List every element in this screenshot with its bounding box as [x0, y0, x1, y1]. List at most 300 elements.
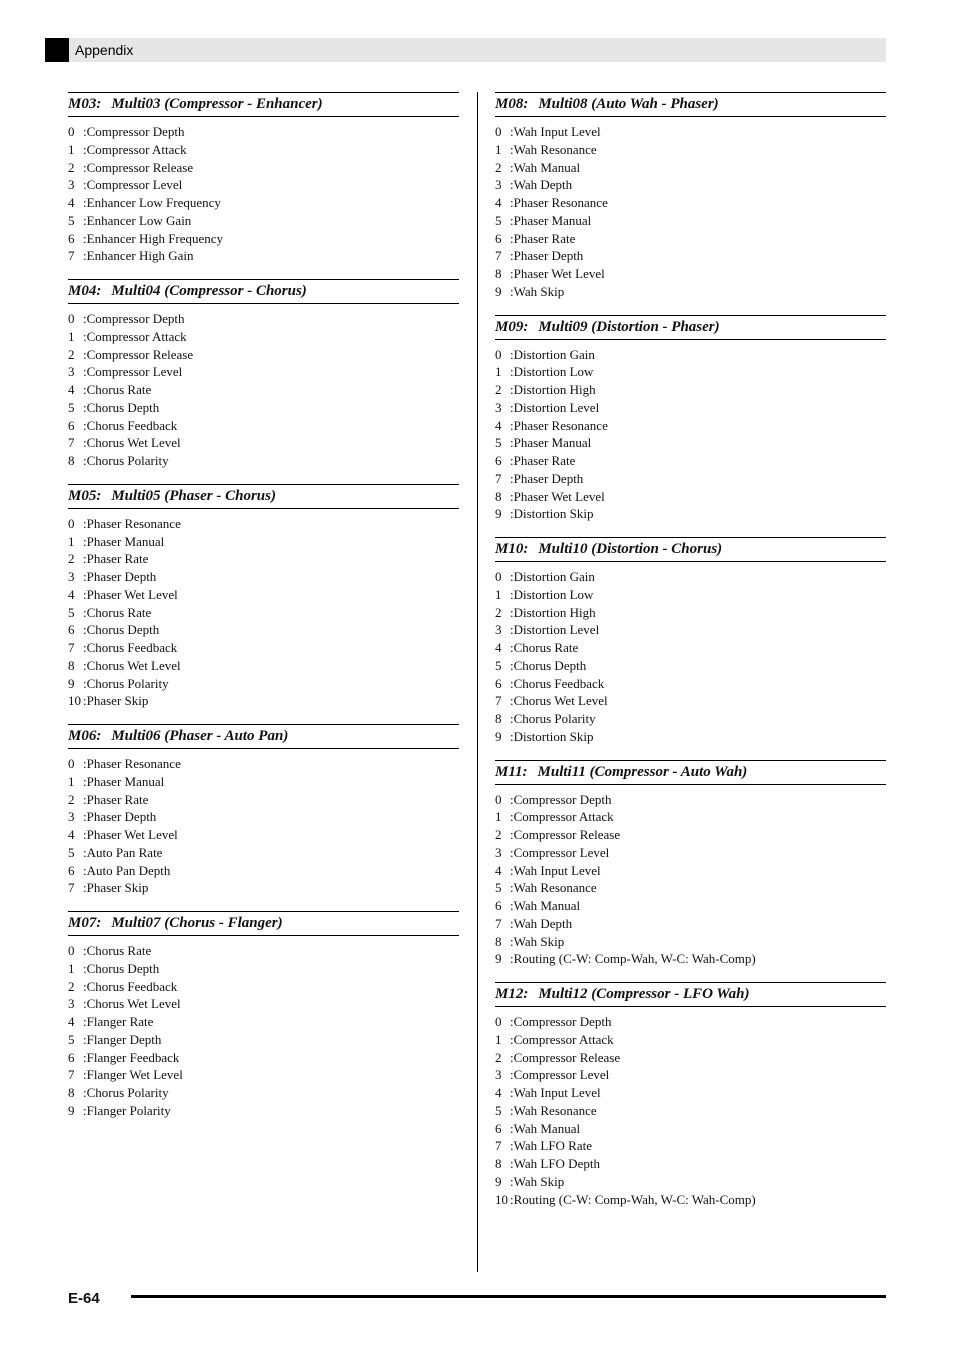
parameter-label: Phaser Wet Level [86, 827, 178, 842]
parameter-item [68, 141, 459, 159]
parameter-label: Compressor Level [513, 844, 610, 860]
parameter-label: Distortion Skip [513, 728, 594, 744]
parameter-item [68, 942, 459, 960]
parameter-number: 4 [68, 382, 75, 397]
parameter-item [495, 283, 886, 301]
parameter-item [495, 123, 886, 141]
parameter-number: 4 [68, 195, 75, 210]
parameter-number: 1 [495, 586, 502, 602]
parameter-number: 2 [68, 551, 75, 567]
parameter-item [68, 159, 459, 177]
parameter-number: 5 [495, 435, 502, 451]
parameter-item [68, 417, 459, 435]
parameter-number: 5 [495, 657, 502, 673]
section-code: M07: [68, 915, 102, 931]
separator: : [83, 640, 87, 655]
separator: : [510, 728, 514, 744]
separator: : [510, 1067, 514, 1083]
parameter-item [68, 230, 459, 248]
separator: : [83, 809, 87, 825]
parameter-number: 5 [495, 212, 502, 228]
separator: : [83, 453, 87, 468]
parameter-label: Chorus Depth [513, 657, 587, 673]
parameter-label: Enhancer High Gain [86, 248, 194, 264]
separator: : [510, 915, 514, 931]
parameter-item [68, 515, 459, 533]
parameter-item [68, 194, 459, 212]
parameter-number: 3 [495, 844, 502, 860]
parameter-item [495, 897, 886, 915]
separator: : [510, 951, 514, 967]
parameter-label: Compressor Release [86, 159, 194, 175]
parameter-item [495, 159, 886, 177]
parameter-label: Phaser Rate [513, 230, 576, 246]
footer-rule [131, 1295, 886, 1298]
parameter-label: Compressor Depth [513, 1014, 612, 1029]
parameter-item [495, 1137, 886, 1155]
parameter-number: 9 [495, 283, 502, 299]
parameter-label: Auto Pan Rate [86, 844, 163, 860]
section-title [68, 724, 459, 749]
parameter-number: 1 [495, 1031, 502, 1047]
parameter-number: 4 [495, 1085, 502, 1100]
separator: : [83, 346, 87, 362]
separator: : [83, 230, 87, 246]
parameter-label: Phaser Manual [86, 773, 165, 789]
parameter-number: 5 [68, 1031, 75, 1047]
parameter-number: 8 [495, 1156, 502, 1171]
parameter-item [68, 773, 459, 791]
separator: : [83, 533, 87, 549]
separator: : [510, 1102, 514, 1118]
parameter-number: 2 [495, 159, 502, 175]
parameter-label: Phaser Resonance [513, 195, 608, 210]
parameter-label: Compressor Attack [513, 1031, 614, 1047]
parameter-label: Wah Depth [513, 177, 573, 193]
parameter-label: Enhancer High Frequency [86, 230, 224, 246]
parameter-number: 8 [68, 453, 75, 468]
parameter-item [68, 621, 459, 639]
section-name: Multi03 (Compressor - Enhancer) [111, 96, 323, 112]
parameter-number: 7 [68, 880, 75, 896]
parameter-number: 3 [495, 622, 502, 638]
parameter-item [495, 399, 886, 417]
parameter-label: Phaser Wet Level [86, 586, 178, 602]
separator: : [83, 417, 87, 433]
section-code: M06: [68, 728, 102, 744]
parameter-item [68, 879, 459, 897]
separator: : [83, 195, 87, 210]
parameter-item [68, 550, 459, 568]
section-name: Multi04 (Compressor - Chorus) [111, 283, 307, 299]
parameter-item [68, 176, 459, 194]
parameter-label: Wah Input Level [513, 124, 601, 139]
parameter-item [68, 1049, 459, 1067]
parameter-item [68, 212, 459, 230]
parameter-label: Phaser Rate [86, 791, 149, 807]
parameter-label: Flanger Depth [86, 1031, 162, 1047]
separator: : [83, 773, 87, 789]
parameter-label: Phaser Resonance [86, 515, 181, 531]
separator: : [510, 470, 514, 486]
parameter-number: 1 [68, 533, 75, 549]
parameter-item [495, 808, 886, 826]
parameter-number: 0 [495, 791, 502, 807]
parameter-item [68, 568, 459, 586]
parameter-label: Routing (C-W: Comp-Wah, W-C: Wah-Comp) [513, 951, 756, 967]
section-title [495, 982, 886, 1007]
separator: : [83, 159, 87, 175]
separator: : [510, 1173, 514, 1189]
parameter-label: Chorus Polarity [86, 675, 169, 691]
separator: : [83, 756, 87, 771]
parameter-item [68, 1084, 459, 1102]
right-column [495, 92, 886, 1222]
separator: : [83, 1014, 87, 1029]
section-code: M10: [495, 541, 529, 557]
parameter-label: Phaser Depth [513, 248, 584, 264]
separator: : [83, 960, 87, 976]
parameter-item [68, 995, 459, 1013]
parameter-item [495, 141, 886, 159]
parameter-number: 2 [68, 159, 75, 175]
separator: : [83, 435, 87, 451]
separator: : [510, 1138, 514, 1154]
section-title [68, 92, 459, 117]
page-header [45, 38, 886, 62]
parameter-number: 3 [68, 177, 75, 193]
separator: : [510, 417, 514, 433]
parameter-label: Distortion Low [513, 364, 594, 380]
parameter-item [495, 586, 886, 604]
effect-section [68, 724, 459, 897]
parameter-item [495, 710, 886, 728]
parameter-item [495, 505, 886, 523]
separator: : [510, 675, 514, 691]
parameter-item [495, 728, 886, 746]
parameter-item [495, 434, 886, 452]
separator: : [83, 622, 87, 638]
parameter-label: Distortion Level [513, 399, 600, 415]
parameter-item [68, 399, 459, 417]
section-code: M03: [68, 96, 102, 112]
left-column [68, 92, 459, 1134]
parameter-number: 3 [495, 177, 502, 193]
parameter-number: 4 [495, 640, 502, 655]
parameter-label: Wah Resonance [513, 1102, 597, 1118]
separator: : [83, 1085, 87, 1100]
section-name: Multi10 (Distortion - Chorus) [538, 541, 723, 557]
parameter-number: 6 [495, 230, 502, 246]
parameter-label: Enhancer Low Frequency [86, 195, 221, 210]
parameter-label: Compressor Level [86, 364, 183, 380]
separator: : [83, 569, 87, 584]
separator: : [510, 791, 514, 807]
parameter-number: 1 [68, 328, 75, 344]
parameter-number: 1 [68, 960, 75, 976]
parameter-label: Phaser Manual [513, 435, 592, 451]
separator: : [510, 844, 514, 860]
parameter-number: 5 [68, 399, 75, 415]
parameter-label: Wah Input Level [513, 1085, 601, 1100]
parameter-item [495, 604, 886, 622]
separator: : [83, 604, 87, 620]
separator: : [510, 898, 514, 913]
parameter-number: 7 [68, 640, 75, 655]
parameter-item [495, 639, 886, 657]
section-code: M05: [68, 487, 102, 504]
separator: : [510, 1156, 514, 1171]
parameter-item [495, 950, 886, 968]
section-name: Multi06 (Phaser - Auto Pan) [111, 728, 289, 744]
parameter-label: Chorus Wet Level [86, 657, 181, 673]
separator: : [510, 177, 514, 193]
section-code: M04: [68, 283, 102, 299]
parameter-number: 3 [68, 996, 75, 1012]
parameter-label: Chorus Polarity [86, 1085, 169, 1100]
parameter-label: Auto Pan Depth [86, 862, 171, 878]
parameter-number: 1 [495, 141, 502, 157]
parameter-item [495, 826, 886, 844]
separator: : [83, 124, 87, 139]
parameter-item [495, 247, 886, 265]
parameter-number: 2 [495, 382, 502, 397]
parameter-label: Compressor Release [513, 827, 621, 842]
parameter-number: 8 [68, 1085, 75, 1100]
parameter-item [68, 1102, 459, 1120]
separator: : [510, 159, 514, 175]
parameter-item [68, 791, 459, 809]
parameter-number: 9 [495, 506, 502, 522]
parameter-label: Enhancer Low Gain [86, 212, 192, 228]
parameter-label: Wah Manual [513, 898, 581, 913]
parameter-label: Flanger Rate [86, 1014, 154, 1029]
parameter-number: 3 [495, 1067, 502, 1083]
parameter-item [68, 586, 459, 604]
parameter-number: 7 [495, 248, 502, 264]
parameter-label: Flanger Feedback [86, 1049, 180, 1065]
separator: : [510, 711, 514, 726]
separator: : [510, 1014, 514, 1029]
parameter-number: 6 [495, 1120, 502, 1136]
parameter-item [68, 533, 459, 551]
parameter-item [495, 879, 886, 897]
separator: : [510, 453, 514, 468]
parameter-number: 4 [495, 417, 502, 433]
parameter-item [68, 247, 459, 265]
parameter-number: 6 [495, 898, 502, 913]
separator: : [510, 622, 514, 638]
parameter-label: Chorus Feedback [86, 417, 178, 433]
section-code: M09: [495, 318, 529, 335]
separator: : [510, 141, 514, 157]
parameter-number: 0 [495, 124, 502, 139]
parameter-number: 6 [68, 1049, 75, 1065]
parameter-label: Chorus Depth [86, 399, 160, 415]
parameter-label: Routing (C-W: Comp-Wah, W-C: Wah-Comp) [513, 1191, 756, 1207]
parameter-label: Wah Manual [513, 1120, 581, 1136]
parameter-item [495, 933, 886, 951]
separator: : [510, 124, 514, 139]
effect-section [495, 92, 886, 301]
parameter-number: 4 [68, 586, 75, 602]
parameter-number: 8 [495, 933, 502, 949]
parameter-number: 9 [495, 951, 502, 967]
parameter-number: 0 [495, 1014, 502, 1029]
parameter-number: 5 [495, 880, 502, 896]
parameter-item [495, 1173, 886, 1191]
parameter-number: 0 [68, 311, 75, 326]
parameter-number: 7 [68, 435, 75, 451]
separator: : [83, 1049, 87, 1065]
parameter-item [68, 692, 459, 710]
separator: : [510, 586, 514, 602]
parameter-label: Chorus Depth [86, 622, 160, 638]
separator: : [510, 1085, 514, 1100]
parameter-number: 6 [495, 675, 502, 691]
parameter-item [68, 808, 459, 826]
parameter-label: Chorus Wet Level [86, 435, 181, 451]
section-title [495, 315, 886, 340]
separator: : [83, 586, 87, 602]
parameter-number: 2 [495, 604, 502, 620]
separator: : [510, 506, 514, 522]
parameter-number: 2 [68, 978, 75, 994]
separator: : [83, 1031, 87, 1047]
parameter-label: Compressor Depth [86, 311, 185, 326]
parameter-label: Phaser Skip [86, 880, 149, 896]
parameter-item [495, 363, 886, 381]
section-name: Multi07 (Chorus - Flanger) [111, 915, 283, 931]
parameter-label: Phaser Manual [513, 212, 592, 228]
separator: : [83, 399, 87, 415]
separator: : [83, 693, 87, 709]
parameter-item [68, 452, 459, 470]
effect-section [68, 484, 459, 710]
parameter-item [68, 639, 459, 657]
parameter-label: Distortion High [513, 604, 596, 620]
parameter-item [68, 1031, 459, 1049]
separator: : [83, 364, 87, 380]
parameter-item [495, 1031, 886, 1049]
separator: : [510, 364, 514, 380]
parameter-item [495, 844, 886, 862]
parameter-item [68, 310, 459, 328]
parameter-label: Compressor Depth [513, 791, 612, 807]
parameter-label: Phaser Wet Level [513, 266, 605, 281]
parameter-item [495, 1120, 886, 1138]
separator: : [83, 827, 87, 842]
parameter-item [495, 265, 886, 283]
separator: : [83, 791, 87, 807]
separator: : [510, 693, 514, 709]
parameter-label: Phaser Resonance [86, 756, 181, 771]
parameter-item [495, 1066, 886, 1084]
parameter-number: 7 [495, 1138, 502, 1154]
parameter-label: Compressor Level [513, 1067, 610, 1083]
parameter-label: Compressor Level [86, 177, 183, 193]
parameter-label: Chorus Rate [86, 382, 152, 397]
parameter-number: 4 [495, 862, 502, 878]
section-code: M08: [495, 96, 529, 112]
separator: : [83, 1102, 87, 1118]
parameter-number: 1 [68, 773, 75, 789]
parameter-number: 1 [495, 809, 502, 825]
header-label: Appendix [75, 42, 134, 58]
parameter-label: Wah Skip [513, 933, 565, 949]
section-name: Multi09 (Distortion - Phaser) [538, 318, 720, 335]
section-title [495, 537, 886, 562]
parameter-item [495, 346, 886, 364]
separator: : [510, 283, 514, 299]
separator: : [510, 640, 514, 655]
parameter-number: 2 [495, 827, 502, 842]
separator: : [83, 515, 87, 531]
section-code: M12: [495, 986, 529, 1002]
parameter-item [68, 844, 459, 862]
separator: : [510, 862, 514, 878]
parameter-item [495, 915, 886, 933]
parameter-item [495, 791, 886, 809]
separator: : [510, 435, 514, 451]
separator: : [510, 488, 514, 504]
parameter-label: Wah Input Level [513, 862, 601, 878]
parameter-item [495, 470, 886, 488]
parameter-number: 7 [68, 248, 75, 264]
parameter-number: 0 [68, 515, 75, 531]
parameter-item [495, 621, 886, 639]
parameter-number: 8 [68, 657, 75, 673]
parameter-number: 6 [68, 862, 75, 878]
effect-section [495, 315, 886, 524]
parameter-item [495, 194, 886, 212]
separator: : [510, 399, 514, 415]
section-title [495, 92, 886, 117]
separator: : [510, 1049, 514, 1065]
separator: : [510, 266, 514, 281]
parameter-label: Wah Skip [513, 283, 565, 299]
parameter-item [68, 862, 459, 880]
parameter-item [68, 1013, 459, 1031]
separator: : [83, 844, 87, 860]
parameter-item [68, 363, 459, 381]
separator: : [510, 346, 514, 362]
parameter-item [495, 568, 886, 586]
separator: : [83, 177, 87, 193]
separator: : [510, 382, 514, 397]
section-title [68, 911, 459, 936]
parameter-label: Wah Skip [513, 1173, 565, 1189]
section-title [495, 760, 886, 785]
separator: : [510, 827, 514, 842]
parameter-number: 7 [495, 693, 502, 709]
effect-section [495, 982, 886, 1208]
separator: : [83, 212, 87, 228]
section-title [68, 279, 459, 304]
parameter-number: 8 [495, 266, 502, 281]
separator: : [510, 212, 514, 228]
parameter-item [68, 381, 459, 399]
separator: : [510, 1120, 514, 1136]
parameter-item [495, 417, 886, 435]
parameter-number: 7 [68, 1067, 75, 1083]
parameter-number: 3 [68, 364, 75, 380]
separator: : [83, 880, 87, 896]
separator: : [510, 248, 514, 264]
parameter-label: Chorus Feedback [86, 640, 178, 655]
parameter-number: 9 [495, 1173, 502, 1189]
separator: : [510, 657, 514, 673]
